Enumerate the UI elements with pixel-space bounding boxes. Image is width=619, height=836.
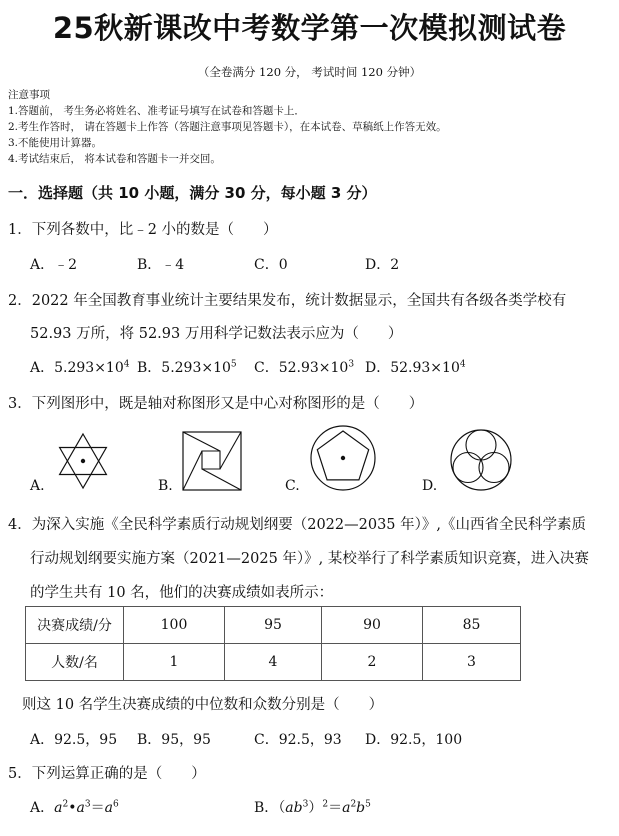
table-cell: 1: [124, 644, 225, 681]
square-pinwheel-icon: [180, 430, 244, 492]
q4-option-c: C．92.5，93: [254, 732, 342, 748]
q2-option-b: B．$5.293\times 10^5$: [137, 359, 237, 376]
q2-option-c: C．$52.93\times 10^3$: [254, 359, 355, 376]
q1-option-a: A．﹣2: [30, 257, 78, 273]
notes-heading: 注意事项: [8, 89, 50, 101]
q5-stem: 5．下列运算正确的是（ ）: [8, 766, 206, 782]
table-cell: 90: [322, 607, 423, 644]
q4-question: 则这 10 名学生决赛成绩的中位数和众数分别是（ ）: [22, 697, 384, 713]
notes-item: 4.考试结束后， 将本试卷和答题卡一并交回。: [8, 153, 221, 165]
notes-item: 2.考生作答时， 请在答题卡上作答（答题注意事项见答题卡），在本试卷、草稿纸上作答无效。: [8, 121, 447, 133]
table-cell: 85: [423, 607, 521, 644]
section-title: 一．选择题（共 10 小题，满分 30 分，每小题 3 分）: [8, 184, 377, 202]
q2-stem-line2: 52.93 万所，将 52.93 万用科学记数法表示应为（ ）: [30, 326, 403, 342]
q1-option-c: C．0: [254, 257, 288, 273]
notes-item: 1.答题前， 考生务必将姓名、准考证号填写在试卷和答题卡上．: [8, 105, 305, 117]
q2-option-d: D．$52.93\times 10^4$: [365, 359, 466, 376]
hexagram-icon: [52, 430, 114, 492]
trefoil-circle-icon: [449, 428, 513, 492]
table-cell: 95: [225, 607, 322, 644]
q3-option-a: A.: [30, 478, 45, 494]
q3-stem: 3．下列图形中，既是轴对称图形又是中心对称图形的是（ ）: [8, 396, 424, 412]
q4-stem-line2: 行动规划纲要实施方案（2021—2025 年）》, 某校举行了科学素质知识竞赛，进入决赛: [30, 551, 589, 567]
q3-option-d: D.: [422, 478, 438, 494]
notes-item: 3.不能使用计算器。: [8, 137, 103, 149]
q3-option-b: B.: [158, 478, 173, 494]
pentagon-in-circle-icon: [309, 424, 377, 492]
table-cell: 3: [423, 644, 521, 681]
q1-option-d: D．2: [365, 257, 400, 273]
table-row: [26, 644, 521, 681]
scores-table: [25, 606, 521, 681]
q3-option-c: C.: [285, 478, 300, 494]
q4-stem-line3: 的学生共有 10 名，他们的决赛成绩如表所示：: [30, 585, 334, 601]
page-title: 25秋新课改中考数学第一次模拟测试卷: [52, 11, 567, 45]
q2-stem-line1: 2．2022 年全国教育事业统计主要结果发布，统计数据显示，全国共有各级各类学校有: [8, 293, 567, 309]
table-cell: 4: [225, 644, 322, 681]
q4-option-a: A．92.5，95: [30, 732, 118, 748]
table-row: [26, 607, 521, 644]
q4-option-d: D．92.5，100: [365, 732, 463, 748]
table-cell: 2: [322, 644, 423, 681]
q4-stem-line1: 4．为深入实施《全民科学素质行动规划纲要（2022—2035 年）》,《山西省全民科学素质: [8, 517, 586, 533]
exam-subtitle: （全卷满分 120 分， 考试时间 120 分钟）: [197, 65, 422, 79]
q1-stem: 1．下列各数中，比﹣2 小的数是（ ）: [8, 222, 278, 238]
table-cell: 100: [124, 607, 225, 644]
q4-option-b: B．95，95: [137, 732, 211, 748]
q2-option-a: A．$5.293\times 10^4$: [30, 359, 130, 376]
table-cell: 决赛成绩/分: [26, 607, 124, 644]
q5-option-a: A．$a^2•a^3=a^6$: [30, 799, 119, 816]
q5-option-b: B．$(ab^3)^2=a^2b^5$: [254, 799, 371, 816]
q1-option-b: B．﹣4: [137, 257, 185, 273]
table-cell: 人数/名: [26, 644, 124, 681]
